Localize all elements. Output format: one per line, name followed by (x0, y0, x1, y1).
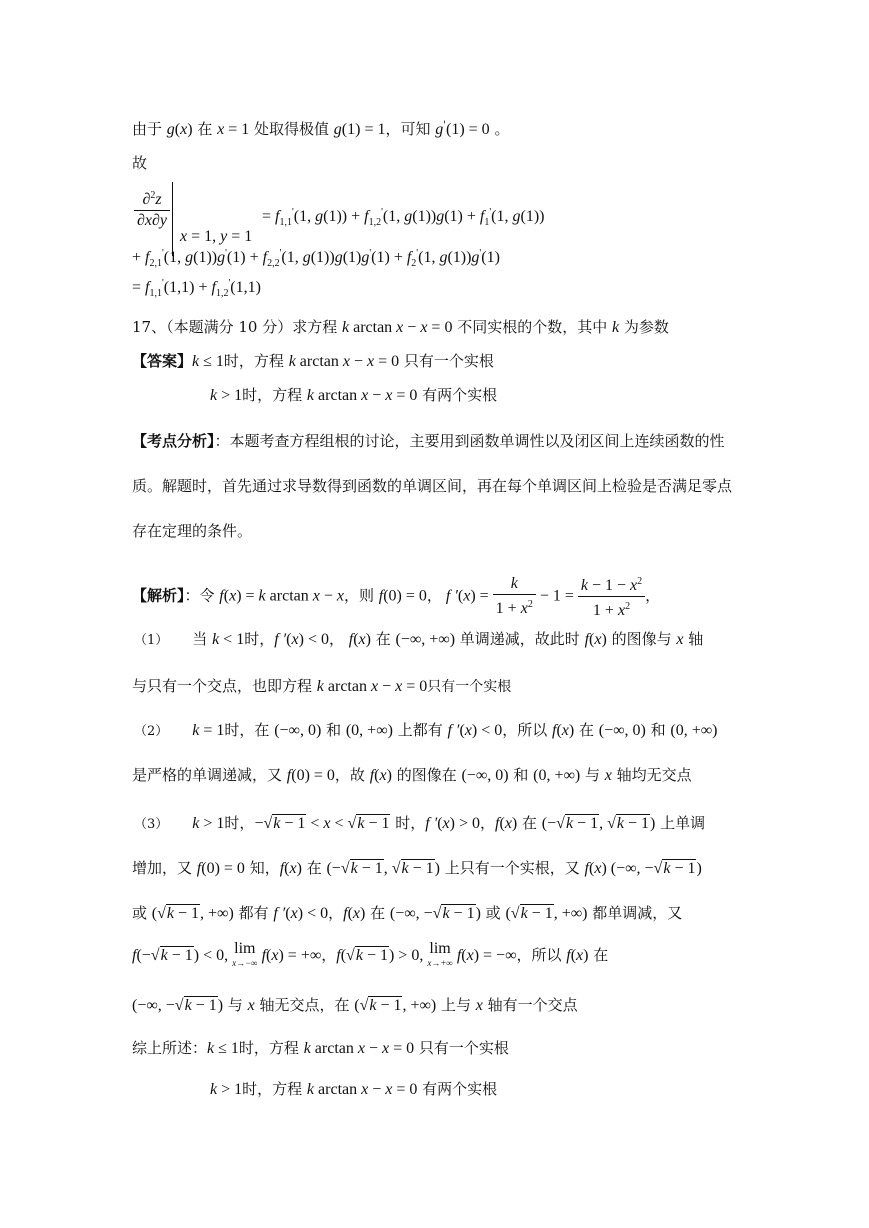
analysis-line-1 (132, 430, 725, 452)
case3-line-4: f(−√k − 1) < 0, lim x→−∞ f(x) = +∞，f(√k − 1) > 0, lim x→+∞ f(x) = −∞，所以 f(x) 在 (132, 940, 609, 968)
analysis-label: 【考点分析】 (132, 432, 215, 450)
partial-derivative-fraction: $\frac{\partial^2z}{\partial x\partial y}$ (134, 186, 170, 231)
answer-line-1: 【答案】k ≤ 1时，方程 k arctan x − x = 0 只有一个实根 (132, 352, 494, 370)
case1-line-1: （1） 当 k < 1时，f ′(x) < 0， f(x) 在 (−∞, +∞) 单调递减，故此时 f(x) 的图像与 x 轴 (134, 630, 704, 648)
gu-label: 故 (132, 154, 148, 172)
case3-line-3: 或 (√k − 1, +∞) 都有 f ′(x) < 0，f(x) 在 (−∞, −√k − 1) 或 (√k − 1, +∞) 都单调减，又 (132, 904, 683, 922)
solution-label: 【解析】 (132, 586, 185, 605)
answer-l1-a: 时，方程 (223, 352, 289, 370)
solution-line-1: 【解析】：令 f(x) = k arctan x − x，则 f(0) = 0， f ′(x) = $\frac{k}{1 + x^2}$ − 1 = $\frac{k - 1 - x^2}{1 + x^2}$ ， (132, 572, 660, 621)
intro-line: 由于 g(x) 在 x = 1 处取得极值 g(1) = 1，可知 g'(1) = 0 。 (132, 120, 510, 138)
answer-l2-a: 时，方程 (242, 386, 307, 404)
analysis-p1: ：本题考查方程组根的讨论，主要用到函数单调性以及闭区间上连续函数的性 (214, 432, 725, 450)
answer-label: 【答案】 (132, 352, 193, 370)
evaluation-point: x = 1, y = 1 (180, 228, 253, 245)
case2-line-2: 是严格的单调递减，又 f(0) = 0，故 f(x) 的图像在 (−∞, 0) 和 (0, +∞) 与 x 轴均无交点 (132, 766, 692, 784)
answer-l1-b: 只有一个实根 (399, 352, 494, 370)
answer-l2-b: 有两个实根 (417, 386, 498, 404)
analysis-line-2: 质。解题时，首先通过求导数得到函数的单调区间，再在每个单调区间上检验是否满足零点 (132, 477, 733, 495)
summary-line-1: 综上所述：k ≤ 1时，方程 k arctan x − x = 0 只有一个实根 (132, 1039, 509, 1057)
intro-text-e: 。 (489, 120, 510, 138)
question-17: 17、（本题满分 10 分）求方程 k arctan x − x = 0 不同实根的个数，其中 k 为参数 (132, 318, 669, 336)
intro-text-c: 处取得极值 (249, 120, 334, 138)
case3-line-1: （3） k > 1时，−√k − 1 < x < √k − 1 时，f ′(x) > 0，f(x) 在 (−√k − 1, √k − 1) 上单调 (134, 814, 706, 832)
case1-line-2: 与只有一个交点，也即方程 k arctan x − x = 0只有一个实根 (132, 677, 512, 695)
intro-text-a: 由于 (132, 120, 167, 138)
case2-line-1: （2） k = 1时，在 (−∞, 0) 和 (0, +∞) 上都有 f ′(x) < 0，所以 f(x) 在 (−∞, 0) 和 (0, +∞) (134, 721, 718, 739)
summary-label: 综上所述： (132, 1039, 208, 1057)
answer-line-2: k > 1时，方程 k arctan x − x = 0 有两个实根 (210, 386, 498, 404)
derivative-line-3: = $f_{1,1}'(1,1) + f_{1,2}'(1,1)$ (132, 278, 261, 299)
derivative-line-1: = $f_{1,1}'(1$, $g(1)) + f_{1,2}'(1$, $g(1))g(1) + f_1'(1$, g(1)) (262, 207, 545, 228)
q17-text-c: 为参数 (619, 318, 669, 336)
q17-text-b: 不同实根的个数，其中 (452, 318, 612, 336)
intro-text-d: ，可知 (385, 120, 436, 138)
summary-line-2: k > 1时，方程 k arctan x − x = 0 有两个实根 (210, 1080, 498, 1098)
analysis-line-3: 存在定理的条件。 (132, 522, 253, 540)
case3-line-5: (−∞, −√k − 1) 与 x 轴无交点，在 (√k − 1, +∞) 上与 x 轴有一个交点 (132, 996, 578, 1014)
q17-text-a: 17、（本题满分 10 分）求方程 (132, 318, 342, 336)
case3-line-2: 增加，又 f(0) = 0 知，f(x) 在 (−√k − 1, √k − 1) 上只有一个实根，又 f(x) (−∞, −√k − 1) (132, 859, 702, 877)
derivative-line-2: + $f_{2,1}'(1$, $g(1))g'(1) + f_{2,2}'(1$, $g(1))g(1)g'(1) + f_2'(1$, g(1))g'(1) (132, 248, 500, 269)
intro-text-b: 在 (192, 120, 218, 138)
